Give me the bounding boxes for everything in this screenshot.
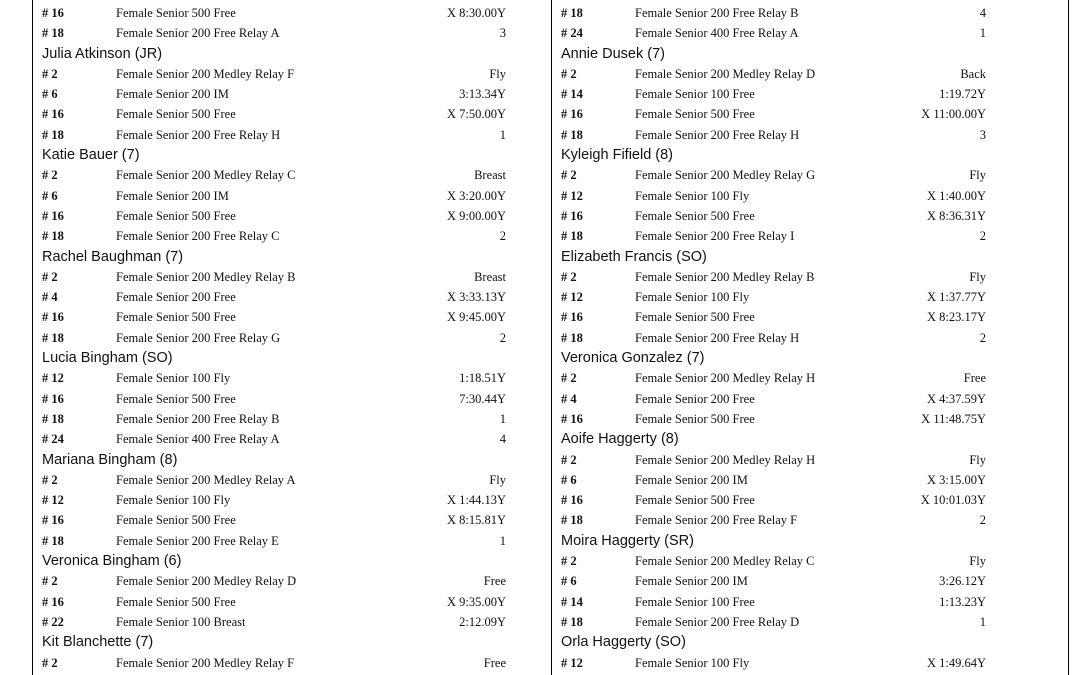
seed-time: 4	[499, 432, 506, 447]
seed-time: Back	[960, 66, 986, 81]
event-number: # 14	[561, 594, 583, 609]
seed-time: Fly	[969, 554, 986, 569]
seed-time: Fly	[489, 66, 506, 81]
event-name: Female Senior 400 Free Relay A	[116, 432, 280, 447]
event-name: Female Senior 200 Free Relay B	[635, 6, 799, 20]
event-number: # 2	[42, 168, 58, 183]
event-name: Female Senior 100 Free	[635, 594, 755, 609]
event-number: # 16	[561, 208, 583, 223]
event-number: # 2	[42, 472, 58, 487]
event-name: Female Senior 200 Free Relay F	[635, 513, 798, 528]
swimmer-name: Mariana Bingham (8)	[42, 451, 178, 468]
event-entry-row	[561, 654, 1061, 674]
event-number: # 16	[42, 310, 64, 325]
seed-time: X 1:37.77Y	[926, 290, 986, 305]
event-number: # 18	[561, 127, 583, 142]
seed-time: X 1:44.13Y	[446, 493, 506, 508]
event-name: Female Senior 200 Medley Relay D	[116, 574, 297, 589]
event-name: Female Senior 200 Medley Relay H	[635, 452, 816, 467]
event-entry-row	[42, 511, 542, 531]
event-entry-row	[561, 288, 1061, 308]
event-name: Female Senior 500 Free	[116, 107, 236, 122]
seed-time: 2	[979, 330, 986, 345]
event-name: Female Senior 200 Free Relay I	[635, 229, 795, 244]
event-name: Female Senior 200 Medley Relay A	[116, 472, 296, 487]
event-name: Female Senior 200 IM	[635, 574, 748, 589]
event-name: Female Senior 200 Medley Relay C	[635, 554, 815, 569]
event-entry-row	[561, 390, 1061, 410]
seed-time: 3:26.12Y	[939, 574, 986, 589]
event-entry-row	[561, 451, 1061, 471]
event-name: Female Senior 200 Free Relay H	[635, 127, 800, 142]
seed-time: 3	[499, 26, 506, 41]
swimmer-name: Kit Blanchette (7)	[42, 634, 154, 651]
event-entry-row	[42, 369, 542, 389]
seed-time: Breast	[474, 269, 506, 284]
event-name: Female Senior 100 Fly	[635, 655, 750, 670]
event-name: Female Senior 200 IM	[116, 188, 229, 203]
swimmer-name: Orla Haggerty (SO)	[561, 634, 686, 651]
event-entry-row	[561, 369, 1061, 389]
seed-time: X 9:45.00Y	[446, 310, 506, 325]
seed-time: X 1:49.64Y	[926, 655, 986, 670]
event-name: Female Senior 200 Free Relay H	[116, 127, 281, 142]
swimmer-name: Moira Haggerty (SR)	[561, 532, 694, 549]
event-name: Female Senior 200 Medley Relay B	[116, 269, 296, 284]
event-name: Female Senior 200 Medley Relay B	[635, 269, 815, 284]
swimmer-name-row	[42, 552, 542, 572]
event-name: Female Senior 100 Fly	[635, 188, 750, 203]
event-entry-row	[42, 410, 542, 430]
event-name: Female Senior 500 Free	[116, 513, 236, 528]
seed-time: 1	[979, 614, 986, 629]
event-number: # 16	[561, 107, 583, 122]
swimmer-name: Rachel Baughman (7)	[42, 248, 184, 265]
seed-time: Fly	[969, 269, 986, 284]
seed-time: 1	[499, 533, 506, 548]
event-entry-row	[561, 593, 1061, 613]
event-entry-row	[42, 491, 542, 511]
event-number: # 18	[561, 513, 583, 528]
swimmer-name-row	[42, 45, 542, 65]
event-number: # 4	[561, 391, 577, 406]
event-name: Female Senior 400 Free Relay A	[635, 26, 799, 41]
swimmer-name-row	[561, 146, 1061, 166]
swimmer-name: Veronica Gonzalez (7)	[561, 350, 705, 367]
event-name: Female Senior 200 Medley Relay C	[116, 168, 296, 183]
event-entry-row	[42, 105, 542, 125]
seed-time: X 8:15.81Y	[446, 513, 506, 528]
event-name: Female Senior 200 Free Relay A	[116, 26, 280, 41]
event-entry-row	[42, 24, 542, 44]
swimmer-name-row	[42, 349, 542, 369]
event-number: # 18	[561, 330, 583, 345]
event-name: Female Senior 200 Free Relay H	[635, 330, 800, 345]
event-name: Female Senior 100 Free	[635, 87, 755, 102]
seed-time: 2	[979, 229, 986, 244]
seed-time: 2	[979, 513, 986, 528]
event-number: # 16	[561, 411, 583, 426]
event-number: # 12	[561, 655, 583, 670]
event-name: Female Senior 500 Free	[635, 208, 755, 223]
event-entry-row	[42, 207, 542, 227]
event-number: # 18	[42, 229, 64, 244]
event-entry-row	[561, 491, 1061, 511]
swimmer-name-row	[42, 248, 542, 268]
event-entry-row	[561, 65, 1061, 85]
seed-time: 1:18.51Y	[459, 371, 506, 386]
swimmer-name: Aoife Haggerty (8)	[561, 431, 679, 448]
event-number: # 16	[561, 493, 583, 508]
seed-time: Free	[483, 655, 506, 670]
event-number: # 16	[42, 208, 64, 223]
seed-time: 2	[499, 229, 506, 244]
seed-time: Fly	[489, 472, 506, 487]
seed-time: X 3:33.13Y	[446, 290, 506, 305]
swimmer-name-row	[42, 633, 542, 653]
event-number: # 16	[561, 310, 583, 325]
event-entry-row	[561, 410, 1061, 430]
swimmer-name: Elizabeth Francis (SO)	[561, 248, 707, 265]
seed-time: Breast	[474, 168, 506, 183]
seed-time: X 3:15.00Y	[926, 472, 986, 487]
event-entry-row	[42, 4, 542, 24]
event-number: # 12	[42, 371, 64, 386]
event-number: # 2	[42, 574, 58, 589]
seed-time: X 11:48.75Y	[921, 411, 986, 426]
event-name: Female Senior 200 Free Relay E	[116, 533, 279, 548]
event-name: Female Senior 200 Free Relay G	[116, 330, 281, 345]
event-entry-row	[561, 187, 1061, 207]
seed-time: 1	[499, 411, 506, 426]
event-number: # 2	[42, 655, 58, 670]
event-number: # 6	[42, 87, 58, 102]
event-name: Female Senior 200 Free Relay C	[116, 229, 280, 244]
event-entry-row	[42, 471, 542, 491]
event-number: # 2	[42, 66, 58, 81]
event-name: Female Senior 200 Free	[635, 391, 755, 406]
seed-time: X 11:00.00Y	[921, 107, 986, 122]
swimmer-name-row	[561, 430, 1061, 450]
event-entry-row	[561, 552, 1061, 572]
event-number: # 18	[42, 330, 64, 345]
left-margin-line	[32, 0, 33, 675]
seed-time: X 10:01.03Y	[920, 493, 986, 508]
event-number: # 16	[42, 513, 64, 528]
event-name: Female Senior 500 Free	[116, 310, 236, 325]
seed-time: 1:13.23Y	[939, 594, 986, 609]
seed-time: Fly	[969, 168, 986, 183]
event-name: Female Senior 100 Fly	[116, 493, 231, 508]
swimmer-name-row	[561, 248, 1061, 268]
event-name: Female Senior 500 Free	[116, 208, 236, 223]
event-entry-row	[42, 430, 542, 450]
swimmer-name: Julia Atkinson (JR)	[42, 45, 163, 62]
event-number: # 2	[561, 66, 577, 81]
event-number: # 2	[561, 371, 577, 386]
event-number: # 18	[42, 127, 64, 142]
swimmer-name: Katie Bauer (7)	[42, 147, 140, 164]
seed-time: 1:19.72Y	[939, 87, 986, 102]
event-entry-row	[42, 288, 542, 308]
event-number: # 6	[42, 188, 58, 203]
seed-time: X 8:23.17Y	[926, 310, 986, 325]
seed-time: X 8:36.31Y	[926, 208, 986, 223]
event-entry-row	[561, 471, 1061, 491]
seed-time: X 1:40.00Y	[926, 188, 986, 203]
event-name: Female Senior 200 Medley Relay F	[116, 66, 295, 81]
swimmer-name-row	[561, 349, 1061, 369]
event-entry-row	[42, 308, 542, 328]
event-number: # 12	[561, 188, 583, 203]
event-number: # 4	[42, 290, 58, 305]
seed-time: 3:13.34Y	[459, 87, 506, 102]
event-entry-row	[42, 166, 542, 186]
event-number: # 14	[561, 87, 583, 102]
event-name: Female Senior 200 Free Relay D	[635, 614, 800, 629]
seed-time: Fly	[969, 452, 986, 467]
seed-time: 7:30.44Y	[459, 391, 506, 406]
swimmer-name: Kyleigh Fifield (8)	[561, 147, 674, 164]
event-number: # 24	[42, 432, 64, 447]
left-entries-column	[42, 4, 542, 674]
event-name: Female Senior 100 Breast	[116, 614, 246, 629]
event-number: # 18	[42, 26, 64, 41]
swimmer-name-row	[42, 451, 542, 471]
seed-time: 3	[979, 127, 986, 142]
event-entry-row	[561, 511, 1061, 531]
event-number: # 2	[561, 452, 577, 467]
swimmer-name-row	[561, 45, 1061, 65]
event-entry-row	[42, 532, 542, 552]
swimmer-name: Annie Dusek (7)	[561, 45, 665, 62]
seed-time: X 9:00.00Y	[446, 208, 506, 223]
event-name: Female Senior 200 Medley Relay F	[116, 655, 295, 670]
event-name: Female Senior 200 Medley Relay D	[635, 66, 816, 81]
event-entry-row	[561, 166, 1061, 186]
event-number: # 16	[42, 391, 64, 406]
event-entry-row	[561, 329, 1061, 349]
event-entry-row	[42, 593, 542, 613]
event-entry-row	[561, 572, 1061, 592]
event-entry-row	[42, 85, 542, 105]
event-entry-row	[561, 105, 1061, 125]
event-number: # 6	[561, 574, 577, 589]
event-number: # 2	[561, 554, 577, 569]
event-number: # 12	[561, 290, 583, 305]
event-entry-row	[561, 24, 1061, 44]
event-name: Female Senior 200 Medley Relay G	[635, 168, 816, 183]
seed-time: 2:12.09Y	[459, 614, 506, 629]
event-entry-row	[561, 4, 1061, 24]
event-entry-row	[561, 268, 1061, 288]
event-entry-row	[42, 390, 542, 410]
event-number: # 18	[561, 6, 583, 20]
event-number: # 2	[561, 168, 577, 183]
event-entry-row	[42, 329, 542, 349]
event-entry-row	[42, 613, 542, 633]
event-number: # 18	[42, 533, 64, 548]
seed-time: X 8:30.00Y	[446, 6, 506, 20]
seed-time: X 3:20.00Y	[446, 188, 506, 203]
event-name: Female Senior 500 Free	[116, 6, 236, 20]
event-name: Female Senior 200 IM	[635, 472, 748, 487]
event-name: Female Senior 500 Free	[635, 310, 755, 325]
event-entry-row	[42, 227, 542, 247]
seed-time: 4	[979, 6, 986, 20]
event-number: # 16	[42, 6, 64, 20]
seed-time: 1	[979, 26, 986, 41]
right-entries-column	[561, 4, 1061, 674]
swimmer-name-row	[561, 532, 1061, 552]
seed-time: X 7:50.00Y	[446, 107, 506, 122]
event-name: Female Senior 500 Free	[116, 391, 236, 406]
event-entry-row	[42, 126, 542, 146]
event-name: Female Senior 200 Medley Relay H	[635, 371, 816, 386]
event-number: # 2	[42, 269, 58, 284]
swimmer-name: Veronica Bingham (6)	[42, 553, 182, 570]
seed-time: Free	[963, 371, 986, 386]
event-name: Female Senior 500 Free	[635, 107, 755, 122]
event-name: Female Senior 200 Free Relay B	[116, 411, 280, 426]
event-entry-row	[42, 268, 542, 288]
event-name: Female Senior 100 Fly	[116, 371, 231, 386]
seed-time: 1	[499, 127, 506, 142]
event-name: Female Senior 500 Free	[635, 493, 755, 508]
event-number: # 18	[561, 614, 583, 629]
seed-time: Free	[483, 574, 506, 589]
event-number: # 18	[42, 411, 64, 426]
event-entry-row	[42, 65, 542, 85]
event-name: Female Senior 200 IM	[116, 87, 229, 102]
event-entry-row	[42, 187, 542, 207]
column-divider-line	[551, 0, 552, 675]
event-entry-row	[561, 227, 1061, 247]
event-name: Female Senior 500 Free	[116, 594, 236, 609]
event-number: # 18	[561, 229, 583, 244]
event-entry-row	[561, 85, 1061, 105]
event-number: # 22	[42, 614, 64, 629]
event-number: # 24	[561, 26, 583, 41]
right-margin-line	[1068, 0, 1069, 675]
seed-time: 2	[499, 330, 506, 345]
seed-time: X 4:37.59Y	[926, 391, 986, 406]
event-entry-row	[561, 207, 1061, 227]
event-number: # 16	[42, 594, 64, 609]
event-number: # 2	[561, 269, 577, 284]
swimmer-name-row	[42, 146, 542, 166]
event-entry-row	[42, 654, 542, 674]
event-number: # 12	[42, 493, 64, 508]
event-name: Female Senior 500 Free	[635, 411, 755, 426]
event-entry-row	[42, 572, 542, 592]
event-entry-row	[561, 613, 1061, 633]
event-name: Female Senior 200 Free	[116, 290, 236, 305]
seed-time: X 9:35.00Y	[446, 594, 506, 609]
event-name: Female Senior 100 Fly	[635, 290, 750, 305]
event-number: # 16	[42, 107, 64, 122]
swimmer-name-row	[561, 633, 1061, 653]
event-entry-row	[561, 308, 1061, 328]
event-number: # 6	[561, 472, 577, 487]
event-entry-row	[561, 126, 1061, 146]
swimmer-name: Lucia Bingham (SO)	[42, 350, 173, 367]
